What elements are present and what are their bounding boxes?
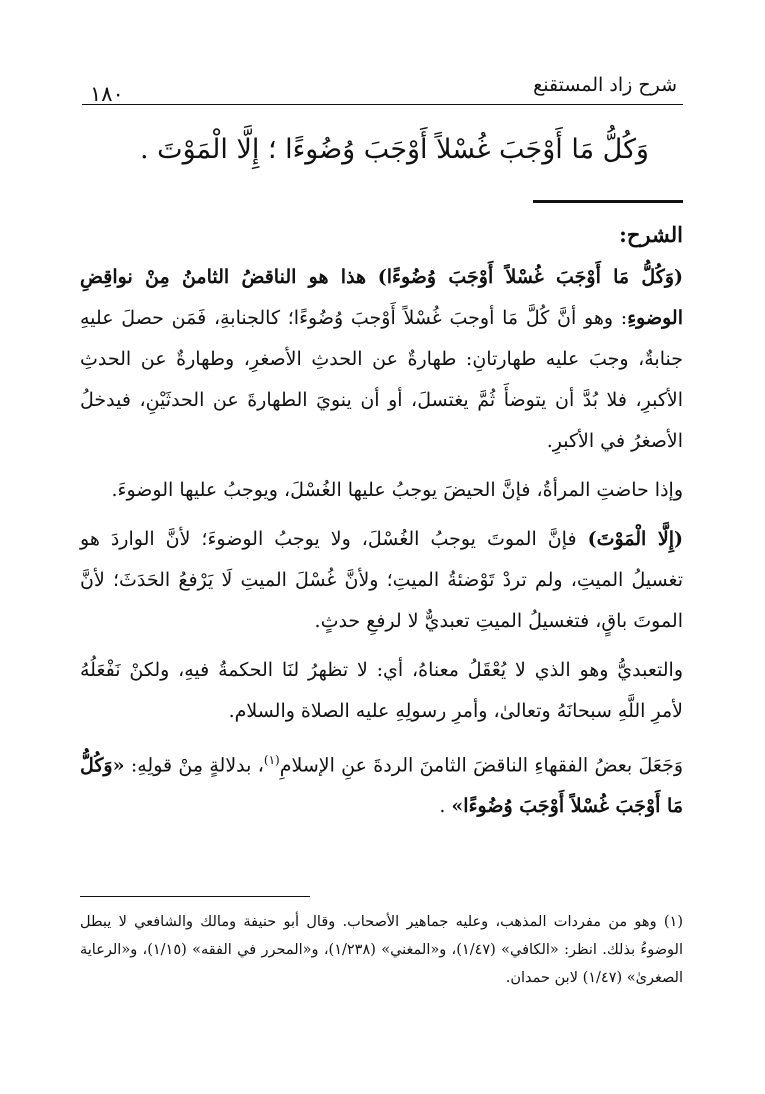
commentary-label: الشرح: xyxy=(619,222,683,247)
section-divider xyxy=(533,200,683,203)
paragraph-1 xyxy=(80,257,683,462)
para5-text2: ، بدلالةٍ مِنْ قولِهِ: xyxy=(130,754,264,777)
para1-text: : وهو أنَّ كُلَّ مَا أوجبَ غُسْلاً أَوْجبَ وُضُوءًا؛ كالجنابةِ، فَمَن حصلَ عليهِ جنابةٌ، وجبَ عليه طهارتانِ: طهارةٌ عن الحدثِ الأصغرِ، وطهارةٌ عن الحدثِ الأكبرِ، فلا بُدَّ أن يتوضأَ ثُمَّ يغتسلَ، أو أن ينويَ الطهارةَ عن الحدثَيْنِ، فيدخلُ الأصغرُ في الأكبرِ. xyxy=(80,307,683,452)
page-number: ١٨٠ xyxy=(90,82,124,106)
book-title: شرح زاد المستقنع xyxy=(533,74,677,96)
paragraph-2: وإذا حاضتِ المرأةُ، فإنَّ الحيضَ يوجبُ عليها الغُسْلَ، ويوجبُ عليها الوضوءَ. xyxy=(111,479,683,501)
para5-text: وَجَعَلَ بعضُ الفقهاءِ الناقضَ الثامنَ الردةَ عنِ الإسلامِ xyxy=(279,754,684,777)
para5-end: . xyxy=(439,795,446,818)
para3-text: فإنَّ الموتَ يوجبُ الغُسْلَ، ولا يوجبُ الوضوءَ؛ لأنَّ الواردَ هو تغسيلُ الميتِ، ولم تردْ تَوْضئةُ الميتِ؛ ولأنَّ غُسْلَ الميتِ لَا يَرْفعُ الحَدَثَ؛ لأنَّ الموتَ باقٍ، فتغسيلُ الميتِ تعبديٌّ لا لرفعِ حدثٍ. xyxy=(80,528,683,632)
commentary-body xyxy=(80,222,683,835)
matn-quote: (إِلَّا الْمَوْتَ) xyxy=(587,528,684,550)
matn-verse: وَكُلُّ مَا أَوْجَبَ غُسْلاً أَوْجَبَ وُضُوءًا ؛ إِلَّا الْمَوْتَ . xyxy=(140,134,649,165)
matn-quote: (وَكُلُّ مَا أَوْجَبَ غُسْلاً أَوْجَبَ وُضُوءًا) xyxy=(377,266,683,288)
paragraph-5 xyxy=(80,740,683,827)
para1-lead: هذا هو الناقضُ الثامنُ مِنْ نواقِضِ الوضوءِ xyxy=(80,266,683,329)
footnote-rule xyxy=(80,896,310,897)
paragraph-4: والتعبديُّ وهو الذي لا يُعْقَلُ معناهُ، أي: لا تظهرُ لنَا الحكمةُ فيهِ، ولكنْ نَفْعَلُهُ لأمرِ اللَّهِ سبحانَهُ وتعالىٰ، وأمرِ رسولِهِ عليه الصلاة والسلام. xyxy=(80,659,683,722)
footnote: (١) وهو من مفردات المذهب، وعليه جماهير الأصحاب. وقال أبو حنيفة ومالك والشافعي لا يبطل الوضوءُ بذلك. انظر: «الكافي» (١/٤٧)، و«المغني» (١/٢٣٨)، و«المحرر في الفقه» (١/١٥)، و«الرعاية الصغرىٰ» (١/٤٧) لابن حمدان. xyxy=(80,914,683,986)
matn-quote: «وَكُلُّ مَا أَوْجَبَ غُسْلاً أَوْجَبَ وُضُوءًا» xyxy=(80,754,683,818)
page-header xyxy=(82,72,683,105)
footnote-ref: (١) xyxy=(263,753,280,767)
paragraph-3 xyxy=(80,519,683,642)
